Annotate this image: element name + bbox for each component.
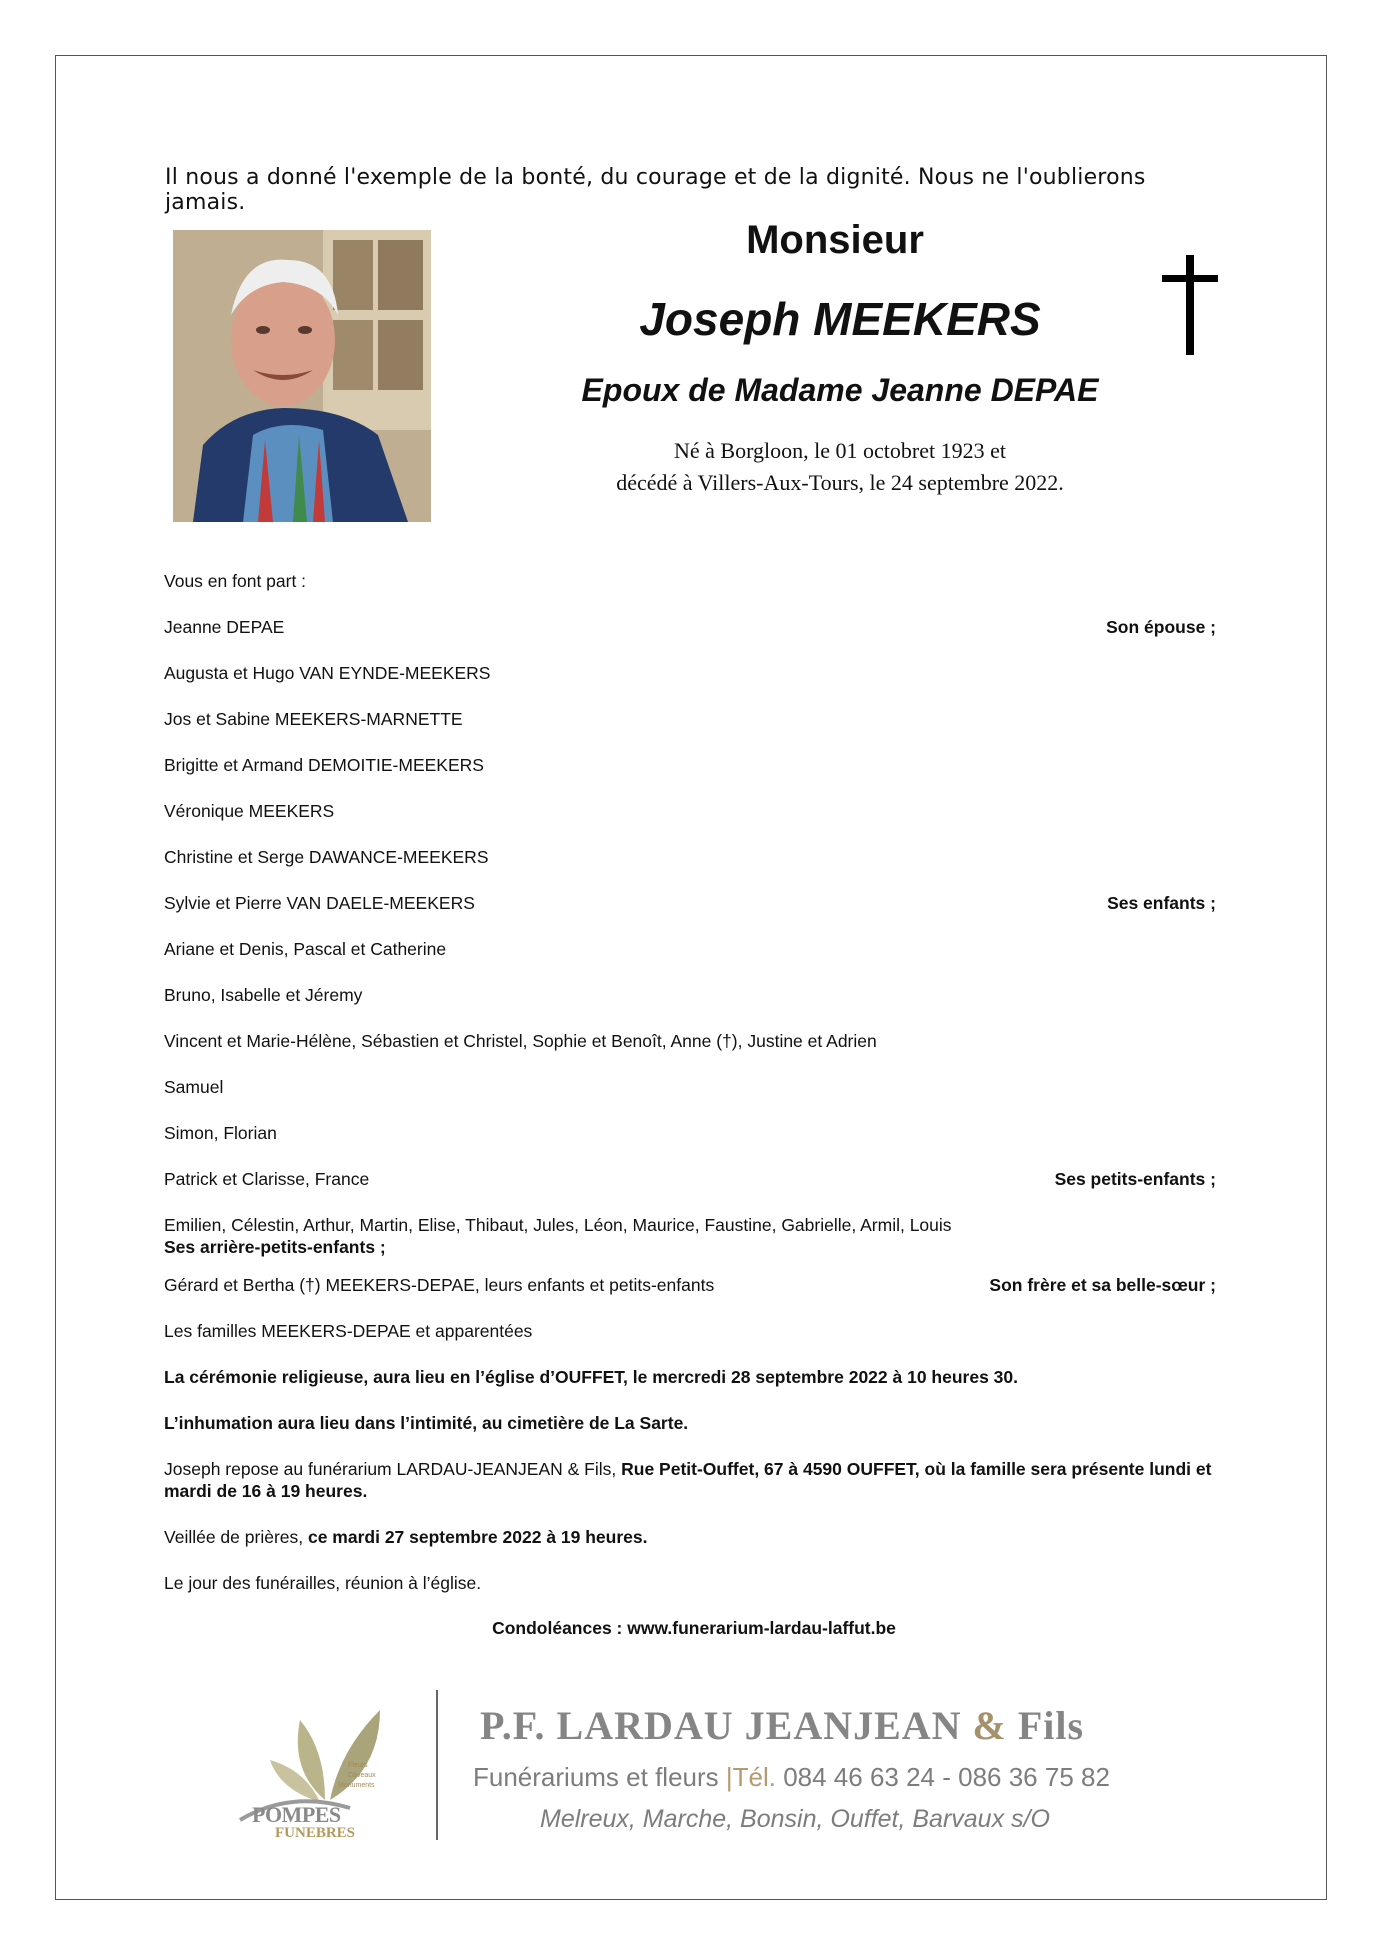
mourners-list: [164, 616, 1224, 1214]
birth-death-dates: [540, 435, 1140, 499]
burial-text: L’inhumation aura lieu dans l’intimité, au cimetière de La Sarte.: [164, 1413, 689, 1433]
mourner-names: Bruno, Isabelle et Jéremy: [164, 985, 363, 1005]
logo-small-monuments: Monuments: [338, 1782, 375, 1789]
mourner-names: Brigitte et Armand DEMOITIE-MEEKERS: [164, 755, 484, 775]
great-grandchildren-role: Ses arrière-petits-enfants ;: [164, 1237, 386, 1257]
company-name-amp: &: [972, 1703, 1007, 1748]
mourner-role: Ses enfants ;: [1107, 893, 1216, 913]
death-line: décédé à Villers-Aux-Tours, le 24 septembre 2022.: [616, 470, 1064, 495]
mourner-row: [164, 892, 1224, 938]
company-locations: Melreux, Marche, Bonsin, Ouffet, Barvaux s/O: [540, 1805, 1050, 1833]
logo-brand-pompes: POMPES: [252, 1802, 341, 1827]
pompes-funebres-logo: [230, 1690, 430, 1850]
vigil-text: [164, 1526, 1224, 1548]
mourner-names: Christine et Serge DAWANCE-MEEKERS: [164, 847, 489, 867]
mourner-names: Vincent et Marie-Hélène, Sébastien et Christel, Sophie et Benoît, Anne (†), Justine et Adrien: [164, 1031, 877, 1051]
mourner-row: [164, 800, 1224, 846]
phone-numbers: 084 46 63 24 - 086 36 75 82: [783, 1762, 1110, 1792]
great-grandchildren-row: [164, 1214, 1224, 1274]
ceremony-text: La cérémonie religieuse, aura lieu en l’église d’OUFFET, le mercredi 28 septembre 2022 à 10 heures 30.: [164, 1367, 1019, 1387]
mourner-role: Son épouse ;: [1106, 617, 1216, 637]
deceased-name: Joseph MEEKERS: [639, 293, 1041, 345]
funeral-home-footer: [230, 1690, 1180, 1850]
mourner-names: Ariane et Denis, Pascal et Catherine: [164, 939, 447, 959]
mourner-names: Augusta et Hugo VAN EYNDE-MEEKERS: [164, 663, 491, 683]
families-row: [164, 1320, 1224, 1366]
logo-small-caveaux: Caveaux: [348, 1772, 376, 1779]
mourner-row: [164, 984, 1224, 1030]
vigil-details: ce mardi 27 septembre 2022 à 19 heures.: [307, 1527, 648, 1547]
tel-label: |Tél.: [725, 1762, 784, 1792]
mourner-row: [164, 616, 1224, 662]
logo-small-fleurs: Fleurs: [348, 1762, 368, 1769]
cross-icon: [1160, 255, 1220, 355]
repose-text: [164, 1458, 1224, 1502]
salutation: Monsieur: [746, 218, 924, 262]
company-name-main: P.F. LARDAU JEANJEAN: [480, 1703, 973, 1748]
families-text: Les familles MEEKERS-DEPAE et apparentées: [164, 1321, 533, 1341]
mourner-row: [164, 938, 1224, 984]
spouse-line: Epoux de Madame Jeanne DEPAE: [581, 372, 1099, 408]
mourner-row: [164, 754, 1224, 800]
mourner-names: Simon, Florian: [164, 1123, 277, 1143]
sibling-row: [164, 1274, 1224, 1320]
mourner-names: Jos et Sabine MEEKERS-MARNETTE: [164, 709, 463, 729]
mourner-row: [164, 662, 1224, 708]
mourner-row: [164, 1122, 1224, 1168]
mourner-role: Ses petits-enfants ;: [1054, 1169, 1216, 1189]
mourner-row: [164, 1076, 1224, 1122]
announcement-body: [164, 570, 1224, 1639]
funeral-day-text: Le jour des funérailles, réunion à l’église.: [164, 1573, 482, 1593]
logo-brand-funebres: FUNEBRES: [275, 1825, 356, 1841]
company-name-end: Fils: [1006, 1703, 1085, 1748]
mourner-names: Patrick et Clarisse, France: [164, 1169, 370, 1189]
mourner-row: [164, 1030, 1224, 1076]
great-grandchildren-names: Emilien, Célestin, Arthur, Martin, Elise, Thibaut, Jules, Léon, Maurice, Faustine, Gabrielle, Armil, Louis: [164, 1215, 952, 1235]
mourner-names: Jeanne DEPAE: [164, 617, 285, 637]
mourner-names: Samuel: [164, 1077, 224, 1097]
sibling-names: Gérard et Bertha (†) MEEKERS-DEPAE, leurs enfants et petits-enfants: [164, 1275, 715, 1295]
epigraph: Il nous a donné l'exemple de la bonté, du courage et de la dignité. Nous ne l'oublierons jamais.: [165, 165, 1146, 215]
repose-prefix: Joseph repose au funérarium LARDAU-JEANJEAN & Fils,: [164, 1459, 622, 1479]
intro-text: Vous en font part :: [164, 571, 307, 591]
footer-divider: [436, 1690, 438, 1840]
company-name: [480, 1702, 1084, 1749]
mourner-row: [164, 846, 1224, 892]
mourner-names: Sylvie et Pierre VAN DAELE-MEEKERS: [164, 893, 475, 913]
mourner-names: Véronique MEEKERS: [164, 801, 335, 821]
repose-details: Rue Petit-Ouffet, 67 à 4590 OUFFET, où la famille sera présente lundi et mardi de 16 à 19 heures.: [164, 1459, 1212, 1501]
portrait-photo: [173, 230, 431, 522]
mourner-row: [164, 1168, 1224, 1214]
birth-line: Né à Borgloon, le 01 octobret 1923 et: [674, 438, 1006, 463]
services-text: Funérariums et fleurs: [473, 1762, 726, 1792]
company-services: [473, 1762, 1110, 1793]
vigil-prefix: Veillée de prières,: [164, 1527, 308, 1547]
condolences-text: Condoléances : www.funerarium-lardau-laffut.be: [492, 1618, 896, 1638]
mourner-row: [164, 708, 1224, 754]
sibling-role: Son frère et sa belle-sœur ;: [989, 1275, 1216, 1295]
intro-row: [164, 570, 1224, 616]
